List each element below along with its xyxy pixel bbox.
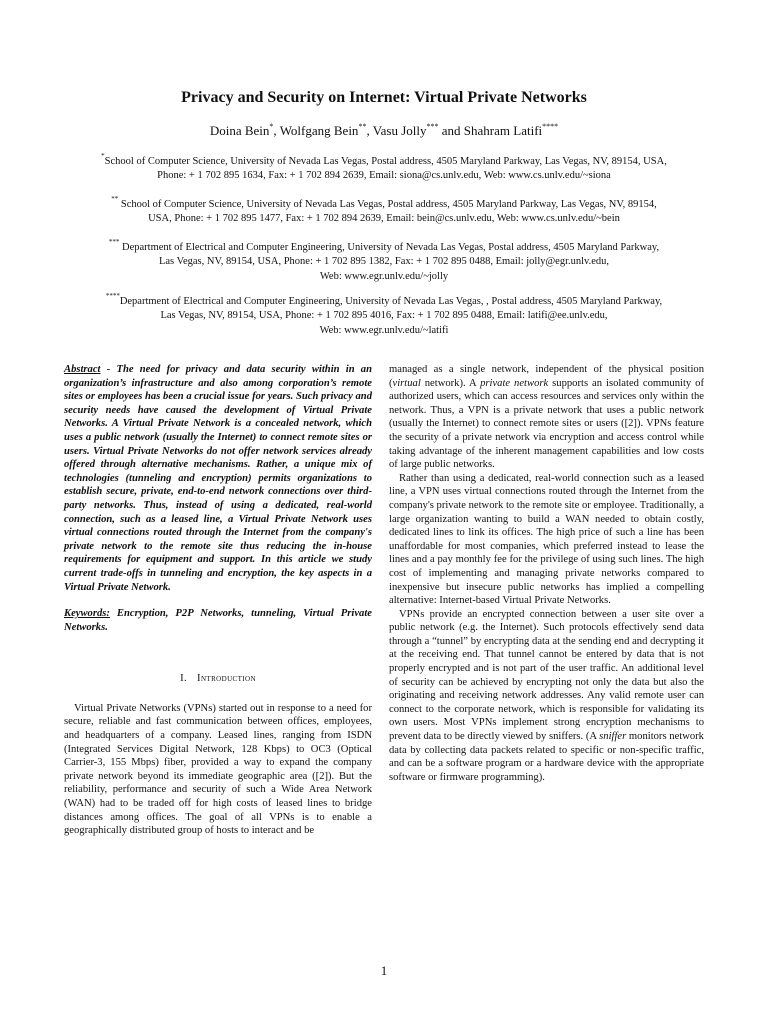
affiliation-line: School of Computer Science, University of Nevada Las Vegas, Postal address, 4505 Maryland Parkway, Las Vegas, NV, 89154, [120, 199, 657, 210]
affiliation-mark: *** [108, 238, 120, 246]
author-mark: * [269, 122, 274, 131]
text-run: managed as a single network, independent of the physical position ( [389, 364, 704, 389]
body-paragraph: Virtual Private Networks (VPNs) started out in response to a need for secure, reliable and fast communication between offices, employees, and headquarters of a company. Leased lines, ranging from ISDN (Integrated Services Digital Network, 128 Kbps) to OC3 (Optical Carrier-3, 155 Mbps) fiber, provided a way to expand the company private network beyond its immediate geographic area ([2]). But the reliability, performance and security of such a Wide Area Network (WAN) had to be traded off for high costs of leased lines to bridge distances among offices. The goal of all VPNs is to enable a geographically distributed group of hosts to interact and be [64, 702, 372, 837]
text-run: supports an isolated community of authorized users, which can access resources and services only within the network. Thus, a VPN is a private network that uses a public network (usually the Internet) to connect remote sites or users ([2]). VPNs feature the security of a private network via encryption and access control while taking advantage of the inherent management capabilities and low costs of large public networks. [389, 377, 704, 471]
body-paragraph [389, 608, 704, 785]
text-run: monitors network data by collecting data packets related to specific or non-specific traffic, and can be a software program or a hardware device with the appropriate software or firmware programming). [389, 731, 704, 783]
author-separator: , [366, 123, 373, 138]
affiliation [60, 152, 708, 184]
affiliation-line: Web: www.egr.unlv.edu/~jolly [319, 270, 449, 282]
abstract-text: - The need for privacy and data security within in an organization’s infrastructure and also among corporation’s remote sites or employees has been a crucial issue for years. Such privacy and security needs have caused the development of Virtual Private Networks. A Virtual Private Network is a concealed network, which uses a public network (usually the Internet) to connect remote sites or users. Virtual Private Networks do not offer network services already offered through alternative mechanisms. Rather, a unique mix of technologies (tunneling and encryption) permits organizations to establish secure, private, end-to-end network connections over third-party networks. Thus, instead of using a dedicated, real-world connection, such as a leased line, a Virtual Private Network uses virtual connections routed through the Internet from the company's private network to the remote site thus reducing the in-house requirements for equipment and support. In this article we study current trade-offs in tunneling and encryption, the key aspects in a Virtual Private Network. [64, 364, 372, 593]
right-column [389, 363, 704, 784]
affiliation-mark: ** [111, 195, 119, 203]
page-number: 1 [380, 963, 388, 978]
author-separator: and [438, 123, 464, 138]
keywords [64, 607, 372, 634]
section-heading [64, 672, 372, 686]
section-number: I. [180, 673, 188, 685]
author-name: Vasu Jolly [372, 123, 427, 138]
author-list [40, 122, 728, 140]
body-paragraph: Rather than using a dedicated, real-world connection such as a leased line, a VPN uses virtual connections routed through the Internet from the company's private network to the remote site or employee. Traditionally, a large organization wanting to build a WAN needed to obtain costly, dedicated lines to link its offices. The high price of such a line has been unaffordable for most companies, which preferred instead to lease the lines and a pay monthly fee for the privilege of using such lines. The high cost of implementing and managing private networks compared to inexpensive but insecure public networks has implied a compelling alternative: Internet-based Virtual Private Networks. [389, 472, 704, 607]
author-separator: , [273, 123, 280, 138]
affiliation-line: School of Computer Science, University of Nevada Las Vegas, Postal address, 4505 Maryland Parkway, Las Vegas, NV, 89154, USA, [104, 156, 667, 167]
author-name: Shahram Latifi [463, 123, 543, 138]
emphasis: virtual [392, 377, 421, 389]
author-mark: **** [542, 122, 559, 131]
left-column [64, 363, 372, 838]
affiliation-mark: **** [105, 292, 120, 300]
section-title: Introduction [197, 673, 256, 685]
abstract-label: Abstract [64, 364, 101, 375]
text-run: network). A [420, 377, 481, 389]
abstract [64, 363, 372, 594]
text-run: VPNs provide an encrypted connection between a user site over a public network (e.g. the Internet). Such protocols effectively send data through a “tunnel” by encrypting data at the sending end and decrypting it at the receiving end. That tunnel cannot be entered by data that is not properly encrypted and is not part of the user traffic. An additional level of security can be achieved by encrypting not only the data but also the originating and receiving network addresses. Any valid remote user can connect to the corporate network, which is responsible for validating its own users. Most VPNs implement strong encryption mechanisms to prevent data to be directly viewed by sniffers. (A [389, 608, 704, 743]
affiliation-line: Las Vegas, NV, 89154, USA, Phone: + 1 702 895 4016, Fax: + 1 702 895 0488, Email: latifi@ee.unlv.edu, [160, 310, 608, 322]
author-name: Doina Bein [209, 123, 270, 138]
emphasis: sniffer [599, 731, 627, 743]
affiliation-line: Department of Electrical and Computer Engineering, University of Nevada Las Vegas, Postal address, 4505 Maryland Parkway, [122, 242, 660, 253]
emphasis: private network [480, 377, 549, 389]
affiliation-mark: * [101, 152, 105, 160]
body-paragraph [389, 363, 704, 472]
author-mark: ** [358, 122, 367, 131]
affiliation [60, 195, 708, 227]
affiliation-line: Phone: + 1 702 895 1634, Fax: + 1 702 894 2639, Email: siona@cs.unlv.edu, Web: www.cs.unlv.edu/~siona [157, 170, 611, 182]
affiliation [60, 292, 708, 338]
paper-title: Privacy and Security on Internet: Virtual Private Networks [181, 89, 587, 106]
keywords-text: Encryption, P2P Networks, tunneling, Virtual Private Networks. [64, 608, 372, 633]
affiliation [60, 238, 708, 284]
author-mark: *** [426, 122, 439, 131]
author-name: Wolfgang Bein [279, 123, 359, 138]
affiliation-line: Las Vegas, NV, 89154, USA, Phone: + 1 702 895 1382, Fax: + 1 702 895 0488, Email: jolly@egr.unlv.edu, [158, 256, 610, 268]
affiliation-line: Department of Electrical and Computer Engineering, University of Nevada Las Vegas, , Postal address, 4505 Maryland Parkway, [119, 296, 663, 307]
affiliation-line: USA, Phone: + 1 702 895 1477, Fax: + 1 702 894 2639, Email: bein@cs.unlv.edu, Web: www.cs.unlv.edu/~bein [148, 213, 620, 225]
keywords-label: Keywords: [64, 608, 110, 620]
affiliation-line: Web: www.egr.unlv.edu/~latifi [319, 324, 449, 336]
